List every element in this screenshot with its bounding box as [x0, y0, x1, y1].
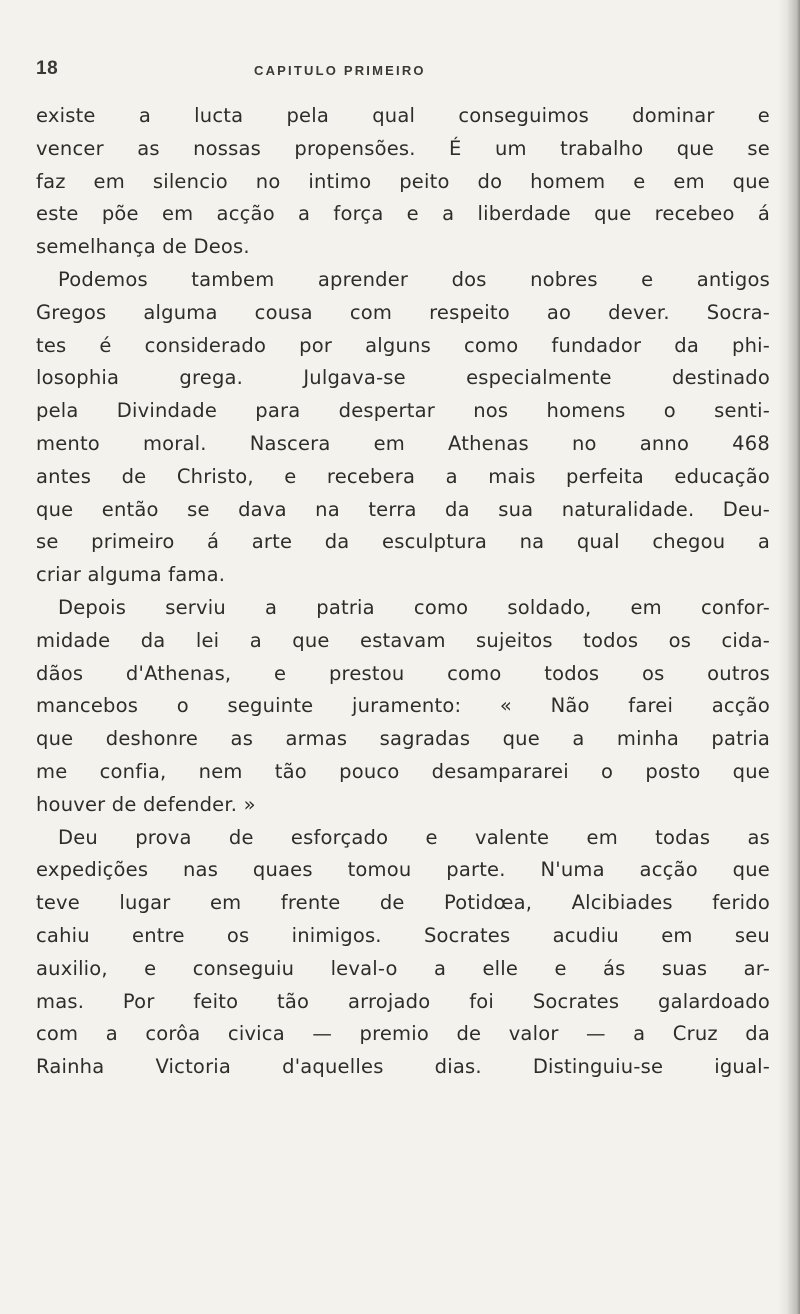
page-header	[0, 58, 800, 88]
text-line: mancebos o seguinte juramento: « Não farei acção	[36, 694, 770, 718]
text-line: Podemos tambem aprender dos nobres e antigos	[58, 267, 770, 291]
text-line: antes de Christo, e recebera a mais perfeita educação	[36, 464, 770, 488]
text-line: que deshonre as armas sagradas que a minha patria	[36, 727, 770, 751]
text-line: faz em silencio no intimo peito do homem e em que	[36, 169, 770, 193]
text-line: vencer as nossas propensões. É um trabalho que se	[36, 136, 770, 160]
body-text	[36, 100, 770, 1084]
text-line: se primeiro á arte da esculptura na qual chegou a	[36, 530, 770, 554]
text-line: mas. Por feito tão arrojado foi Socrates galardoado	[36, 989, 770, 1013]
text-line: com a corôa civica — premio de valor — a Cruz da	[36, 1022, 770, 1046]
page-edge-shadow	[778, 0, 800, 1314]
text-line: mento moral. Nascera em Athenas no anno 468	[36, 431, 770, 455]
text-line: Depois serviu a patria como soldado, em confor-	[58, 595, 770, 619]
text-line: este põe em acção a força e a liberdade que recebeo á	[36, 202, 770, 226]
text-line: losophia grega. Julgava-se especialmente destinado	[36, 366, 770, 390]
text-line: criar alguma fama.	[36, 563, 226, 587]
text-line: tes é considerado por alguns como fundador da phi-	[36, 333, 770, 357]
running-head: CAPITULO PRIMEIRO	[254, 63, 426, 78]
text-line: existe a lucta pela qual conseguimos dominar e	[36, 104, 770, 127]
text-line: pela Divindade para despertar nos homens o senti-	[36, 399, 770, 423]
text-line: Rainha Victoria d'aquelles dias. Distinguiu-se igual-	[36, 1055, 770, 1079]
page-number: 18	[36, 58, 59, 79]
text-line: Gregos alguma cousa com respeito ao dever. Socra-	[36, 300, 770, 324]
text-line: midade da lei a que estavam sujeitos todos os cida-	[36, 628, 770, 652]
text-line: auxilio, e conseguiu leval-o a elle e ás suas ar-	[36, 956, 770, 980]
text-line: que então se dava na terra da sua naturalidade. Deu-	[36, 497, 770, 521]
text-line: cahiu entre os inimigos. Socrates acudiu em seu	[36, 923, 770, 947]
text-line: teve lugar em frente de Potidœa, Alcibiades ferido	[36, 891, 770, 915]
text-line: semelhança de Deos.	[36, 235, 250, 259]
text-line: Deu prova de esforçado e valente em todas as	[58, 825, 770, 849]
text-line: houver de defender. »	[36, 792, 256, 816]
text-line: dãos d'Athenas, e prestou como todos os outros	[36, 661, 770, 685]
text-line: me confia, nem tão pouco desampararei o posto que	[36, 759, 770, 783]
text-line: expedições nas quaes tomou parte. N'uma acção que	[36, 858, 770, 882]
